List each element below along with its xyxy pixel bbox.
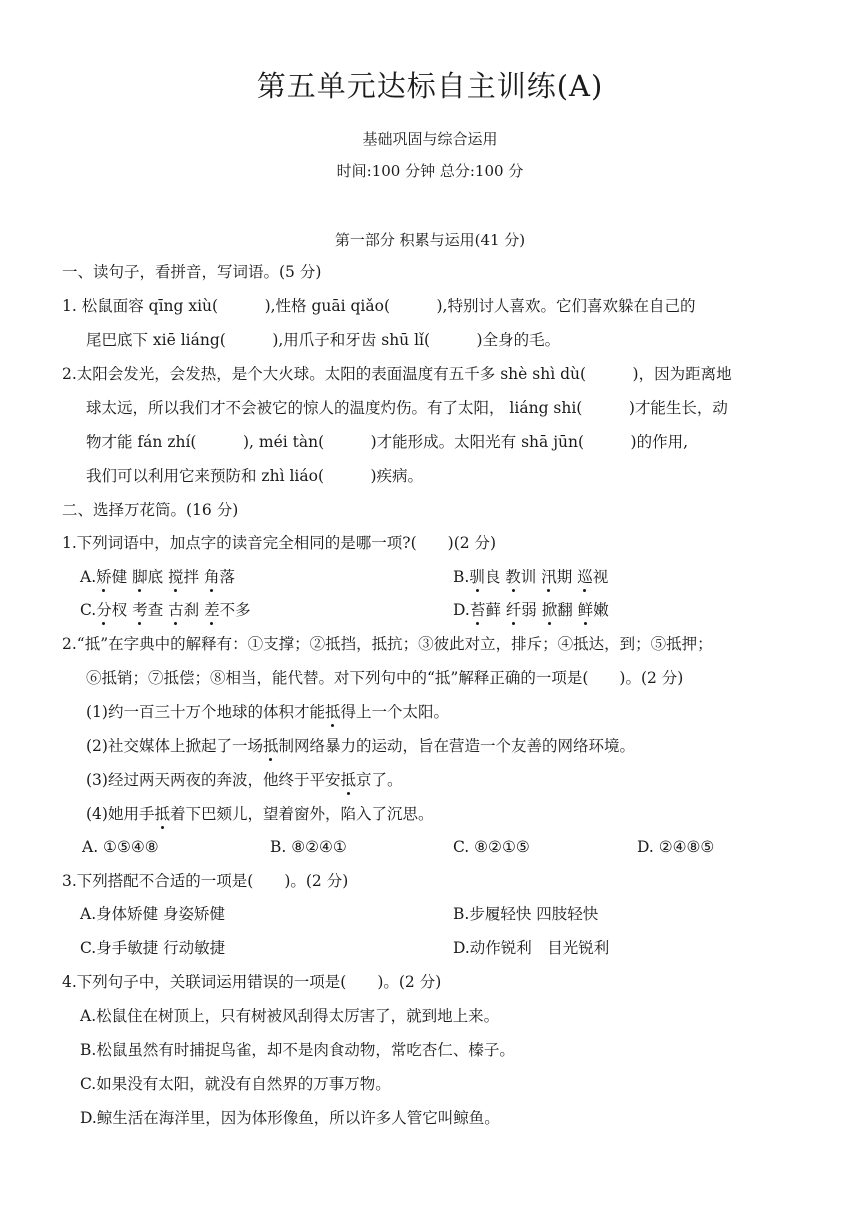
q2-line-2: 球太远，所以我们才不会被它的惊人的温度灼伤。有了太阳， liáng shi( )才能生长，动 <box>86 399 728 417</box>
time-info: 时间:100 分钟 总分:100 分 <box>336 162 524 180</box>
mc4-option-a[interactable]: A.松鼠住在树顶上，只有树被风刮得太厉害了，就到地上来。 <box>80 1007 500 1025</box>
page-subtitle: 基础巩固与综合运用 <box>362 130 498 148</box>
mc4-stem: 4.下列句子中，关联词运用错误的一项是( )。(2 分) <box>62 973 442 991</box>
mc2-option-a[interactable]: A. ①⑤④⑧ <box>82 838 159 856</box>
mc2-stem-line-2: ⑥抵销；⑦抵偿；⑧相当，能代替。对下列句中的“抵”解释正确的一项是( )。(2 分) <box>86 669 684 687</box>
section-2-heading: 二、选择万花筒。(16 分) <box>62 501 239 519</box>
mc2-stem-line-1: 2.“抵”在字典中的解释有：①支撑；②抵挡，抵抗；③彼此对立，排斥；④抵达，到；⑤抵押； <box>62 635 713 653</box>
mc1-option-a[interactable]: A.矫健 脚底 搅拌 角落 <box>80 568 236 586</box>
mc4-option-d[interactable]: D.鲸生活在海洋里，因为体形像鱼，所以许多人管它叫鲸鱼。 <box>80 1109 500 1127</box>
mc1-option-b[interactable]: B.驯良 教训 汛期 巡视 <box>453 568 609 586</box>
mc2-option-b[interactable]: B. ⑧②④① <box>270 838 347 856</box>
page-title: 第五单元达标自主训练(A) <box>256 69 604 103</box>
mc2-sentence-1: (1)约一百三十万个地球的体积才能抵得上一个太阳。 <box>86 703 449 721</box>
section-1-heading: 一、读句子，看拼音，写词语。(5 分) <box>62 263 322 281</box>
q1-line-2: 尾巴底下 xiē liáng( ),用爪子和牙齿 shū lǐ( )全身的毛。 <box>86 331 561 349</box>
mc3-option-d[interactable]: D.动作锐利 目光锐利 <box>453 939 610 957</box>
q1-line-1: 1. 松鼠面容 qīng xiù( ),性格 guāi qiǎo( ),特别讨人喜欢。它们喜欢躲在自己的 <box>62 297 696 315</box>
mc3-option-c[interactable]: C.身手敏捷 行动敏捷 <box>80 939 226 957</box>
q2-line-1: 2.太阳会发光，会发热，是个大火球。太阳的表面温度有五千多 shè shì dù( )，因为距离地 <box>62 365 732 383</box>
mc2-option-d[interactable]: D. ②④⑧⑤ <box>637 838 715 856</box>
mc3-option-b[interactable]: B.步履轻快 四肢轻快 <box>453 905 599 923</box>
mc4-option-c[interactable]: C.如果没有太阳，就没有自然界的万事万物。 <box>80 1075 391 1093</box>
mc1-option-d[interactable]: D.苔藓 纤弱 掀翻 鲜嫩 <box>453 601 609 619</box>
mc4-option-b[interactable]: B.松鼠虽然有时捕捉鸟雀，却不是肉食动物，常吃杏仁、榛子。 <box>80 1041 515 1059</box>
mc1-option-c[interactable]: C.分杈 考查 古刹 差不多 <box>80 601 251 619</box>
part-heading: 第一部分 积累与运用(41 分) <box>334 231 526 249</box>
mc2-sentence-4: (4)她用手抵着下巴颏儿，望着窗外，陷入了沉思。 <box>86 805 434 823</box>
mc1-stem: 1.下列词语中，加点字的读音完全相同的是哪一项?( )(2 分) <box>62 534 497 552</box>
mc3-option-a[interactable]: A.身体矫健 身姿矫健 <box>80 905 226 923</box>
q2-line-3: 物才能 fán zhí( ), méi tàn( )才能形成。太阳光有 shā jūn( )的作用, <box>86 433 688 451</box>
mc3-stem: 3.下列搭配不合适的一项是( )。(2 分) <box>62 872 349 890</box>
q2-line-4: 我们可以利用它来预防和 zhì liáo( )疾病。 <box>86 467 424 485</box>
mc2-sentence-3: (3)经过两天两夜的奔波，他终于平安抵京了。 <box>86 771 403 789</box>
mc2-option-c[interactable]: C. ⑧②①⑤ <box>453 838 530 856</box>
mc2-sentence-2: (2)社交媒体上掀起了一场抵制网络暴力的运动，旨在营造一个友善的网络环境。 <box>86 737 635 755</box>
